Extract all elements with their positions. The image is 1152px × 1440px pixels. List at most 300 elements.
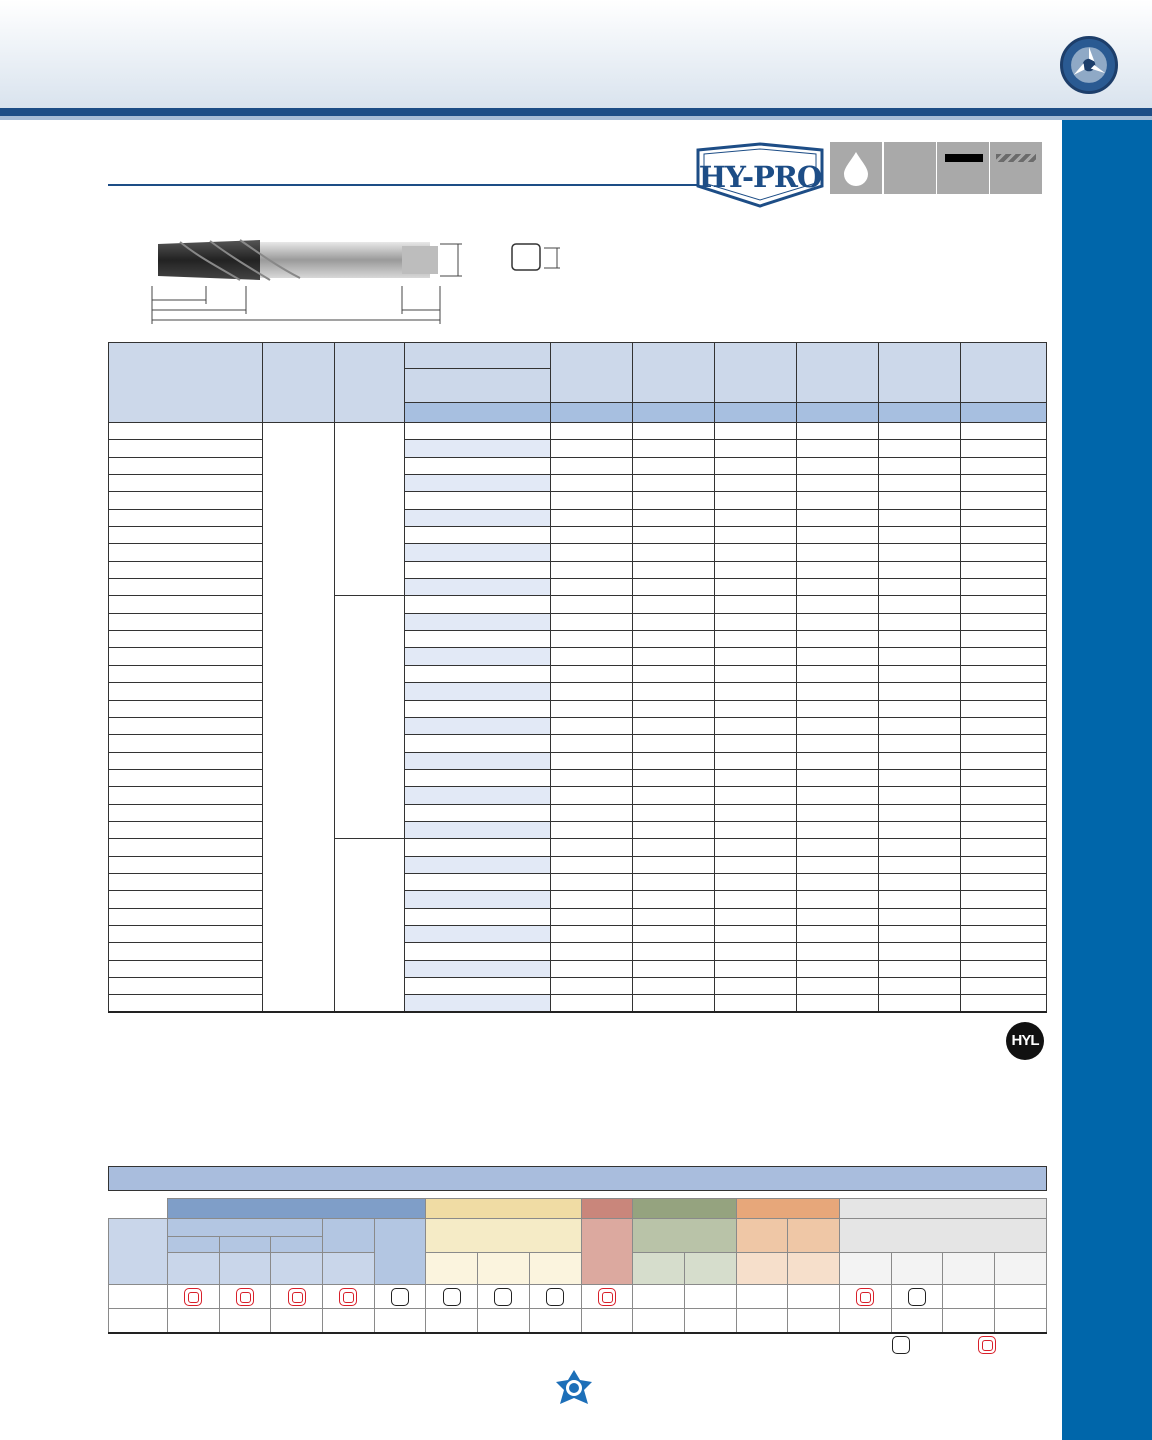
spec-cell (405, 613, 551, 630)
material-col (323, 1253, 375, 1285)
suitability-cell (426, 1309, 478, 1333)
spec-cell (633, 700, 715, 717)
spec-cell (405, 544, 551, 561)
suitability-cell (271, 1309, 323, 1333)
material-col (633, 1253, 685, 1285)
spec-cell (715, 527, 797, 544)
good-mark-icon (546, 1288, 564, 1306)
spec-cell (879, 752, 961, 769)
spec-cell (715, 839, 797, 856)
spec-cell (109, 943, 263, 960)
suitability-cell (426, 1285, 478, 1309)
spec-cell (961, 561, 1047, 578)
spec-cell (109, 804, 263, 821)
spec-cell (109, 908, 263, 925)
spec-cell (109, 787, 263, 804)
material-col (943, 1253, 995, 1285)
suitability-cell (684, 1285, 736, 1309)
spec-cell (797, 925, 879, 942)
spec-cell (879, 787, 961, 804)
spec-cell (405, 423, 551, 440)
material-col (736, 1253, 788, 1285)
spec-cell (879, 440, 961, 457)
spec-row (109, 821, 1047, 838)
spec-cell (633, 891, 715, 908)
spec-cell (797, 648, 879, 665)
spec-cell (961, 873, 1047, 890)
subgroup-cell (168, 1237, 220, 1253)
spec-cell (551, 943, 633, 960)
spec-row (109, 839, 1047, 856)
spec-cell (961, 544, 1047, 561)
material-col (426, 1253, 478, 1285)
spec-cell (797, 943, 879, 960)
spec-cell (551, 804, 633, 821)
spec-cell (405, 440, 551, 457)
spec-cell (109, 960, 263, 977)
spec-row (109, 648, 1047, 665)
suitability-cell (684, 1309, 736, 1333)
spec-cell (797, 769, 879, 786)
spec-cell (879, 769, 961, 786)
spec-cell (715, 665, 797, 682)
spec-cell (109, 995, 263, 1012)
spec-cell (551, 873, 633, 890)
spec-cell (633, 561, 715, 578)
spec-cell (109, 700, 263, 717)
spec-cell (633, 423, 715, 440)
subgroup-cell (633, 1219, 736, 1253)
spec-cell (715, 735, 797, 752)
spec-cell (109, 735, 263, 752)
spec-cell (109, 925, 263, 942)
spec-cell (405, 579, 551, 596)
spec-header-cell (633, 343, 715, 403)
suitability-cell (529, 1285, 581, 1309)
spec-header-cell (797, 343, 879, 403)
solid-bar-icon (945, 154, 983, 162)
group-grey (839, 1199, 1046, 1219)
spec-cell (633, 665, 715, 682)
good-mark-icon (443, 1288, 461, 1306)
spec-cell (109, 769, 263, 786)
spec-subheader-cell (797, 403, 879, 423)
title-rule (108, 184, 698, 186)
spec-cell (551, 579, 633, 596)
suitability-cell (995, 1285, 1047, 1309)
spec-cell (797, 440, 879, 457)
suitability-cell (374, 1285, 426, 1309)
spec-cell (961, 475, 1047, 492)
suitability-cell (323, 1285, 375, 1309)
spec-cell (405, 509, 551, 526)
spec-cell (551, 475, 633, 492)
spec-cell (405, 527, 551, 544)
spec-cell (715, 856, 797, 873)
good-mark-icon (391, 1288, 409, 1306)
spec-cell (109, 631, 263, 648)
spec-cell (633, 527, 715, 544)
spec-cell (109, 717, 263, 734)
spec-cell (405, 717, 551, 734)
material-col (271, 1253, 323, 1285)
spec-cell (633, 683, 715, 700)
spec-cell (551, 839, 633, 856)
corner-cell (109, 1199, 168, 1219)
spec-cell (879, 683, 961, 700)
spec-cell (405, 960, 551, 977)
spec-cell (633, 873, 715, 890)
spec-cell (109, 613, 263, 630)
subgroup-cell (839, 1219, 1046, 1253)
subgroup-cell (323, 1219, 375, 1253)
spec-cell (109, 821, 263, 838)
spec-cell (715, 613, 797, 630)
spec-cell (633, 856, 715, 873)
material-col (478, 1253, 530, 1285)
spec-cell (797, 544, 879, 561)
spec-row (109, 752, 1047, 769)
spec-cell (797, 700, 879, 717)
spec-cell (961, 665, 1047, 682)
spec-cell (879, 631, 961, 648)
spec-cell (109, 423, 263, 440)
spec-cell (715, 596, 797, 613)
spec-cell (109, 596, 263, 613)
spec-cell (405, 787, 551, 804)
spec-cell (797, 873, 879, 890)
group-orange (736, 1199, 839, 1219)
spec-cell (797, 821, 879, 838)
spec-cell (797, 492, 879, 509)
spec-cell (879, 544, 961, 561)
suitability-cell (581, 1285, 633, 1309)
osg-logo-icon (554, 1368, 594, 1408)
spec-cell (109, 561, 263, 578)
spec-cell (797, 613, 879, 630)
spec-cell (797, 752, 879, 769)
spec-cell (961, 440, 1047, 457)
spec-cell (879, 839, 961, 856)
spec-cell (961, 579, 1047, 596)
spec-row (109, 631, 1047, 648)
material-col (684, 1253, 736, 1285)
spec-cell (109, 665, 263, 682)
spec-cell (405, 978, 551, 995)
spec-table (108, 342, 1047, 1013)
spec-row (109, 908, 1047, 925)
spec-cell (405, 648, 551, 665)
spec-cell (551, 978, 633, 995)
spec-cell (633, 631, 715, 648)
spec-row (109, 509, 1047, 526)
spec-cell (109, 873, 263, 890)
spec-row (109, 856, 1047, 873)
spec-cell (633, 995, 715, 1012)
spec-cell (879, 579, 961, 596)
spec-cell (715, 475, 797, 492)
spec-cell (961, 509, 1047, 526)
material-col (168, 1253, 220, 1285)
spec-cell (715, 423, 797, 440)
spec-subheader-cell (715, 403, 797, 423)
spec-cell (551, 492, 633, 509)
spec-subheader-cell (405, 403, 551, 423)
hyl-badge: HYL (1006, 1022, 1044, 1060)
spec-cell (879, 804, 961, 821)
spec-cell (633, 579, 715, 596)
spec-cell (961, 613, 1047, 630)
spec-header-cell (405, 369, 551, 403)
material-col (839, 1253, 891, 1285)
spec-cell (879, 891, 961, 908)
spec-cell (405, 665, 551, 682)
spec-cell (335, 423, 405, 596)
spec-cell (551, 787, 633, 804)
spec-cell (633, 648, 715, 665)
spec-cell (961, 423, 1047, 440)
suitability-cell (323, 1309, 375, 1333)
spec-cell (879, 457, 961, 474)
spec-cell (879, 648, 961, 665)
top-banner (0, 0, 1152, 108)
spec-cell (633, 925, 715, 942)
spec-cell (961, 752, 1047, 769)
spec-cell (109, 457, 263, 474)
best-mark-icon (288, 1288, 306, 1306)
spec-row (109, 804, 1047, 821)
good-mark-icon (494, 1288, 512, 1306)
suitability-row-2 (109, 1309, 1047, 1333)
spec-cell (961, 717, 1047, 734)
spec-cell (405, 475, 551, 492)
spec-cell (633, 769, 715, 786)
coolant-tile (830, 142, 882, 194)
spec-cell (551, 735, 633, 752)
spec-cell (405, 804, 551, 821)
spec-cell (109, 509, 263, 526)
spec-cell (405, 457, 551, 474)
spec-cell (879, 717, 961, 734)
material-table (108, 1166, 1047, 1334)
spec-cell (551, 995, 633, 1012)
spec-cell (879, 873, 961, 890)
spec-cell (961, 769, 1047, 786)
spec-cell (961, 492, 1047, 509)
spec-cell (797, 665, 879, 682)
suitability-cell (839, 1285, 891, 1309)
spec-cell (109, 752, 263, 769)
spec-cell (109, 856, 263, 873)
spec-cell (879, 475, 961, 492)
spec-cell (797, 631, 879, 648)
header-rule (0, 108, 1152, 116)
spec-row (109, 457, 1047, 474)
subgroup-cell (426, 1219, 581, 1253)
spec-cell (551, 596, 633, 613)
spec-cell (551, 891, 633, 908)
spec-row (109, 596, 1047, 613)
drop-icon (840, 150, 872, 186)
spec-cell (551, 683, 633, 700)
spec-cell (879, 978, 961, 995)
spec-cell (405, 821, 551, 838)
spec-cell (405, 631, 551, 648)
logo-text: HY-PRO (698, 160, 822, 194)
suitability-cell (995, 1309, 1047, 1333)
spec-cell (961, 683, 1047, 700)
blank-tile (884, 142, 936, 194)
suitability-cell (943, 1285, 995, 1309)
suitability-row (109, 1285, 1047, 1309)
header-rule-light (0, 116, 1152, 120)
subgroup-cell (374, 1219, 426, 1285)
spec-header-cell (961, 343, 1047, 403)
spec-cell (633, 804, 715, 821)
spec-row (109, 925, 1047, 942)
spec-row (109, 423, 1047, 440)
spec-cell (633, 544, 715, 561)
spec-row (109, 978, 1047, 995)
spec-cell (109, 839, 263, 856)
spec-cell (879, 995, 961, 1012)
suitability-cell (374, 1309, 426, 1333)
spec-header-cell (109, 343, 263, 423)
spec-cell (633, 596, 715, 613)
spec-cell (405, 839, 551, 856)
spacer (109, 1191, 1047, 1199)
spec-cell (405, 683, 551, 700)
spec-row (109, 579, 1047, 596)
spec-cell (879, 856, 961, 873)
spec-cell (715, 648, 797, 665)
spec-subheader-cell (879, 403, 961, 423)
material-col (219, 1253, 271, 1285)
suitability-cell (271, 1285, 323, 1309)
best-mark-icon (856, 1288, 874, 1306)
spec-cell (109, 475, 263, 492)
spec-cell (797, 457, 879, 474)
material-col (995, 1253, 1047, 1285)
spec-cell (961, 891, 1047, 908)
group-steel (168, 1199, 426, 1219)
spec-cell (715, 804, 797, 821)
best-mark-icon (598, 1288, 616, 1306)
spec-row (109, 787, 1047, 804)
best-mark-icon (184, 1288, 202, 1306)
spec-cell (797, 596, 879, 613)
spec-cell (961, 648, 1047, 665)
spec-cell (797, 509, 879, 526)
spec-cell (633, 613, 715, 630)
tap-drawing (140, 228, 590, 328)
spec-cell (879, 509, 961, 526)
spec-cell (551, 423, 633, 440)
spec-cell (961, 908, 1047, 925)
spec-cell (715, 700, 797, 717)
spec-cell (715, 579, 797, 596)
spec-cell (633, 752, 715, 769)
spec-cell (961, 527, 1047, 544)
spec-row (109, 475, 1047, 492)
spec-row (109, 440, 1047, 457)
spec-cell (551, 960, 633, 977)
spec-cell (109, 579, 263, 596)
spec-cell (797, 475, 879, 492)
suitability-cell (581, 1309, 633, 1333)
spec-row (109, 769, 1047, 786)
spec-cell (633, 943, 715, 960)
best-mark-icon (236, 1288, 254, 1306)
spec-cell (961, 804, 1047, 821)
suitability-cell (839, 1309, 891, 1333)
spec-cell (633, 509, 715, 526)
spec-row (109, 613, 1047, 630)
spec-cell (405, 908, 551, 925)
subgroup-cell (271, 1237, 323, 1253)
subgroup-cell (736, 1219, 788, 1253)
spec-cell (551, 457, 633, 474)
spec-cell (405, 891, 551, 908)
spec-cell (405, 925, 551, 942)
spec-cell (715, 561, 797, 578)
suitability-cell (736, 1309, 788, 1333)
spec-cell (551, 665, 633, 682)
spec-cell (109, 492, 263, 509)
material-col (529, 1253, 581, 1285)
spec-cell (633, 440, 715, 457)
spec-cell (715, 717, 797, 734)
spec-cell (405, 700, 551, 717)
spec-cell (879, 960, 961, 977)
spec-cell (797, 561, 879, 578)
spec-cell (633, 735, 715, 752)
spec-cell (551, 527, 633, 544)
spec-cell (961, 821, 1047, 838)
spec-cell (879, 908, 961, 925)
group-green (633, 1199, 736, 1219)
spec-cell (551, 613, 633, 630)
suitability-cell (219, 1309, 271, 1333)
row-label-header (109, 1219, 168, 1285)
suitability-cell (788, 1309, 840, 1333)
spec-cell (405, 735, 551, 752)
spec-cell (551, 821, 633, 838)
spec-cell (715, 891, 797, 908)
spec-header-cell (405, 343, 551, 369)
spec-header-cell (263, 343, 335, 423)
spec-cell (633, 717, 715, 734)
spec-cell (551, 648, 633, 665)
spec-cell (633, 908, 715, 925)
spec-cell (961, 457, 1047, 474)
spec-cell (715, 960, 797, 977)
spec-cell (551, 856, 633, 873)
suitability-cell (478, 1285, 530, 1309)
spec-cell (551, 908, 633, 925)
spec-row (109, 995, 1047, 1012)
spec-cell (879, 596, 961, 613)
spec-cell (879, 665, 961, 682)
spec-row (109, 665, 1047, 682)
spec-cell (715, 544, 797, 561)
spec-cell (551, 700, 633, 717)
spec-cell (405, 995, 551, 1012)
suitability-cell (633, 1309, 685, 1333)
spec-cell (551, 631, 633, 648)
spec-cell (961, 839, 1047, 856)
spec-cell (797, 717, 879, 734)
